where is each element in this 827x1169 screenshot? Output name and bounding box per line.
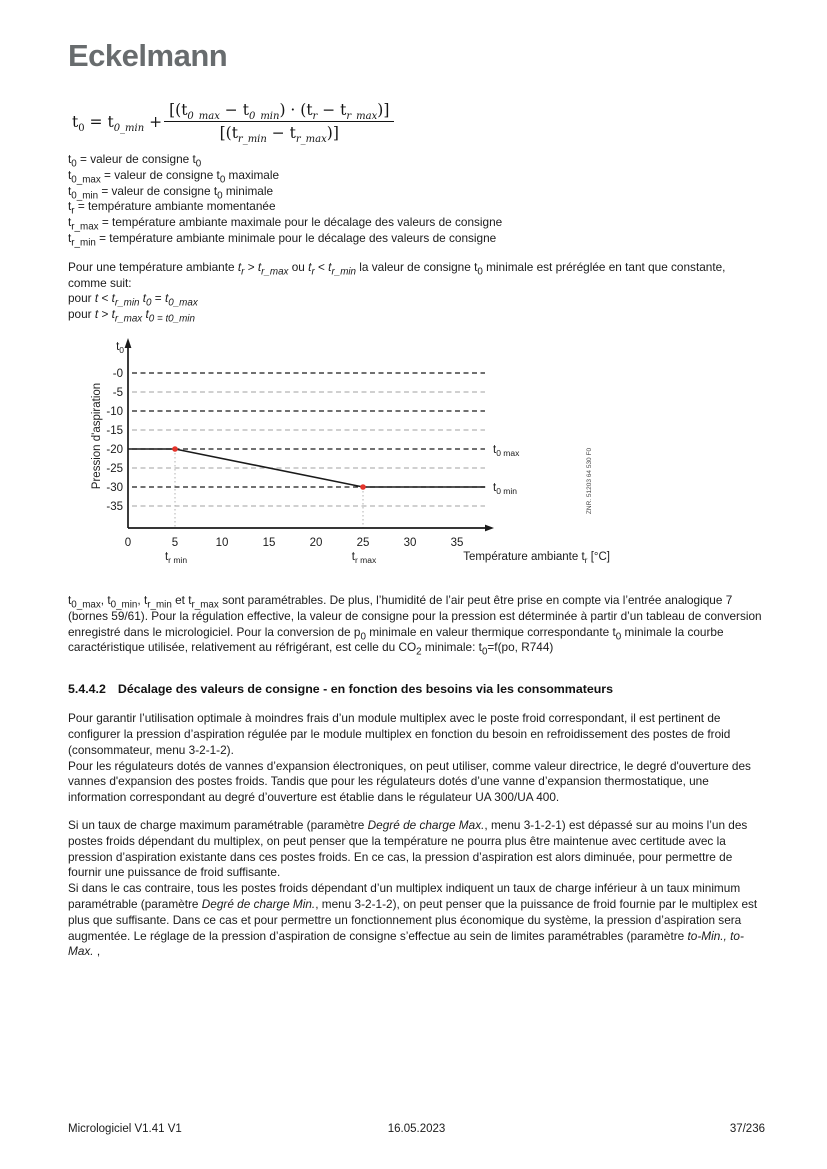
svg-text:Température ambiante tr [°C]: Température ambiante $t_r$ [°C] bbox=[463, 550, 610, 565]
intro-paragraph: Pour une température ambiante $t_r > t_{r\_max}$ ou $t_r < t_{r\_min}$ la valeur de consigne $t_0$ minimale est préréglée en tant que constante, comme suit: pour $t < t_{r\_min}$ $t_0 = t_{0\_max}$ pour $t > t_{r\_max}$ $t_{0 = t0\_min}$ bbox=[68, 259, 726, 325]
after-figure-paragraph: $t_{0\_max}$, $t_{0\_min}$, $t_{r\_min}$ et $t_{r\_max}$ sont paramétrables. De plus, l’humidité de l’air peut être prise en compte via l’entrée analogique 7 (bornes 59/61). Pour la régulation effective, la valeur de consigne pour la pression est déterminée à partir d’un tableau de conversion enregistré dans le micrologiciel. Pour la conversion de $p_0$ minimale en valeur thermique correspondante $t_0$ minimale la courbe caractéristique utilisée, relativement au réfrigérant, est celle du $CO_2$ minimale: $t_0=f(po$, R744) bbox=[68, 592, 762, 658]
svg-text:-0: -0 bbox=[112, 367, 123, 380]
svg-text:t0 max: $t_{0 max}$ bbox=[493, 443, 520, 458]
paragraph-1: Pour garantir l’utilisation optimale à moindres frais d’un module multiplex avec le poste froid correspondant, il est pertinent de configurer la pression d’aspiration régulée par le module multiplex en fonction du besoin en refroidissement des postes de froid (consommateur, menu 3-2-1-2). Pour les régulateurs dotés de vannes d’expansion électroniques, on peut utiliser, comme valeur directrice, le degré d'ouverture des vannes d'expansion des postes froids. Tandis que pour les régulateurs dotés d’une vanne d’expansion thermostatique, une information correspondant au degré d’ouverture est établie dans le régulateur UA 300/UA 400. bbox=[68, 711, 751, 805]
section-number: 5.4.4.2 bbox=[68, 682, 106, 697]
page-footer bbox=[68, 1123, 765, 1139]
footer-page-number: 37/236 bbox=[729, 1123, 765, 1135]
definition-line: $t_0$ = valeur de consigne $t_0$ bbox=[68, 152, 202, 170]
svg-text:25: 25 bbox=[356, 536, 370, 549]
paragraph-2: Si un taux de charge maximum paramétrable (paramètre Degré de charge Max., menu 3-1-2-1) est dépassé sur au moins l’un des postes froids dépendant du multiplex, on peut penser que la température ne pourra plus être maintenue avec certitude avec la pression d’aspiration existante dans ces postes froids. En ce cas, la pression d’aspiration est alors diminuée, pour permettre de fournir une puissance de froid suffisante. Si dans le cas contraire, tous les postes froids dépendant d’un multiplex indiquent un taux de charge inférieur à un taux minimum paramétrable (paramètre Degré de charge Min., menu 3-2-1-2), on peut penser que la puissance de froid fournie par le multiplex est plus que suffisante. Dans ce cas et pour permettre un fonctionnement plus économique du système, la pression d’aspiration sera augmentée. Le réglage de la pression d’aspiration de consigne s’effectue au sein de limites paramétrables (paramètre to-Min., to-Max. , bbox=[68, 817, 758, 959]
definition-line: $t_{r\_min}$ = température ambiante minimale pour le décalage des valeurs de consigne bbox=[68, 230, 497, 249]
formula-lhs: $t_0 = t_{0\_min}$ + bbox=[72, 112, 163, 134]
svg-text:t0: $t_0$ bbox=[116, 340, 124, 355]
svg-text:ZNR. 51203 64 530 F0: ZNR. 51203 64 530 F0 bbox=[586, 447, 593, 515]
eckelmann-logo: Eckelmann bbox=[68, 38, 228, 73]
definition-line: $t_{0\_min}$ = valeur de consigne $t_0$ minimale bbox=[68, 183, 274, 201]
svg-text:-20: -20 bbox=[106, 443, 123, 456]
formula-numerator: $[(t_{0\_max} - t_{0\_min}) \cdot (t_r - t_{r\_max})]$ bbox=[164, 101, 394, 122]
svg-text:-10: -10 bbox=[106, 405, 123, 418]
svg-text:15: 15 bbox=[262, 536, 276, 549]
svg-text:tr max: $t_{r max}$ bbox=[351, 550, 377, 565]
formula-denominator: $[(t_{r\_min} - t_{r\_max})]$ bbox=[219, 124, 339, 146]
section-title: Décalage des valeurs de consigne - en fonction des besoins via les consommateurs bbox=[117, 682, 614, 697]
figure-chart bbox=[88, 333, 628, 585]
definition-line: $t_r$ = température ambiante momentanée bbox=[68, 199, 276, 217]
svg-text:30: 30 bbox=[403, 536, 417, 549]
setpoint-shift-chart bbox=[88, 333, 628, 585]
definition-line: $t_{r\_max}$ = température ambiante maximale pour le décalage des valeurs de consigne bbox=[68, 215, 503, 233]
svg-text:Pression d'aspiration: Pression d'aspiration bbox=[91, 382, 103, 490]
section-heading bbox=[68, 682, 765, 696]
definition-line: $t_{0\_max}$ = valeur de consigne $t_0$ maximale bbox=[68, 167, 280, 186]
svg-text:tr min: $t_{r min}$ bbox=[164, 550, 188, 565]
svg-text:-35: -35 bbox=[106, 500, 123, 513]
svg-text:-15: -15 bbox=[106, 424, 123, 437]
svg-text:0: 0 bbox=[124, 536, 132, 549]
footer-date: 16.05.2023 bbox=[387, 1123, 446, 1135]
variable-definitions bbox=[68, 152, 765, 247]
footer-version: Micrologiciel V1.41 V1 bbox=[68, 1123, 182, 1135]
svg-text:20: 20 bbox=[309, 536, 323, 549]
svg-text:-25: -25 bbox=[106, 462, 123, 475]
svg-text:5: 5 bbox=[171, 536, 179, 549]
svg-text:10: 10 bbox=[215, 536, 229, 549]
svg-text:-5: -5 bbox=[112, 386, 123, 399]
svg-text:35: 35 bbox=[450, 536, 464, 549]
formula-fraction bbox=[164, 101, 394, 146]
svg-text:-30: -30 bbox=[106, 481, 123, 494]
svg-text:t0 min: $t_{0 min}$ bbox=[493, 481, 517, 496]
formula bbox=[72, 101, 765, 146]
